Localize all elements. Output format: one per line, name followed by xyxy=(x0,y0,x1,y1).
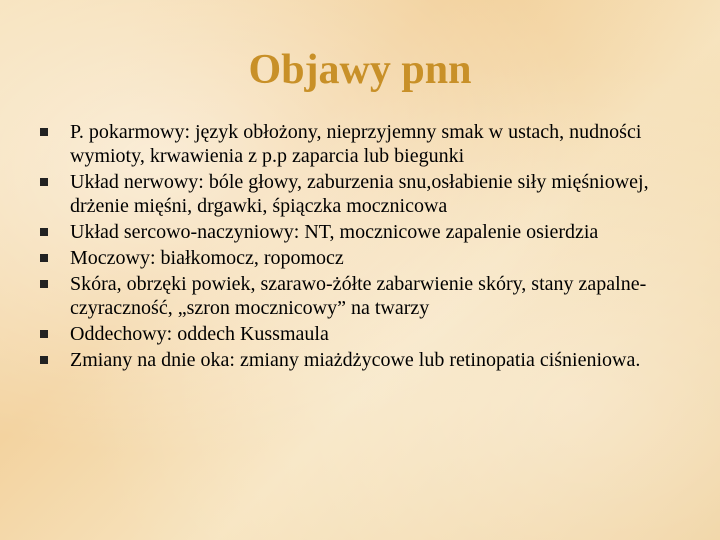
square-bullet-icon xyxy=(40,356,48,364)
bullet-item-respiratory xyxy=(40,322,690,346)
bullet-text: P. pokarmowy: język obłożony, nieprzyjemny smak w ustach, nudności wymioty, krwawienia z p.p zaparcia lub biegunki xyxy=(70,121,642,167)
bullet-list xyxy=(40,120,690,374)
square-bullet-icon xyxy=(40,228,48,236)
square-bullet-icon xyxy=(40,280,48,288)
bullet-item-nervous xyxy=(40,170,690,218)
bullet-item-digestive xyxy=(40,120,690,168)
bullet-text: Układ sercowo-naczyniowy: NT, mocznicowe zapalenie osierdzia xyxy=(70,221,599,243)
bullet-item-cardiovascular xyxy=(40,220,690,244)
bullet-text: Skóra, obrzęki powiek, szarawo-żółte zabarwienie skóry, stany zapalne- czyraczność, „szron mocznicowy” na twarzy xyxy=(70,273,647,319)
bullet-text: Zmiany na dnie oka: zmiany miażdżycowe lub retinopatia ciśnieniowa. xyxy=(70,349,641,371)
square-bullet-icon xyxy=(40,128,48,136)
bullet-text: Układ nerwowy: bóle głowy, zaburzenia snu,osłabienie siły mięśniowej, drżenie mięśni, drgawki, śpiączka mocznicowa xyxy=(70,171,649,217)
square-bullet-icon xyxy=(40,330,48,338)
bullet-item-fundus xyxy=(40,348,690,372)
bullet-text: Oddechowy: oddech Kussmaula xyxy=(70,323,329,345)
bullet-item-urinary xyxy=(40,246,690,270)
square-bullet-icon xyxy=(40,254,48,262)
slide-title: Objawy pnn xyxy=(248,47,472,93)
bullet-text: Moczowy: białkomocz, ropomocz xyxy=(70,247,344,269)
bullet-item-skin xyxy=(40,272,690,320)
square-bullet-icon xyxy=(40,178,48,186)
